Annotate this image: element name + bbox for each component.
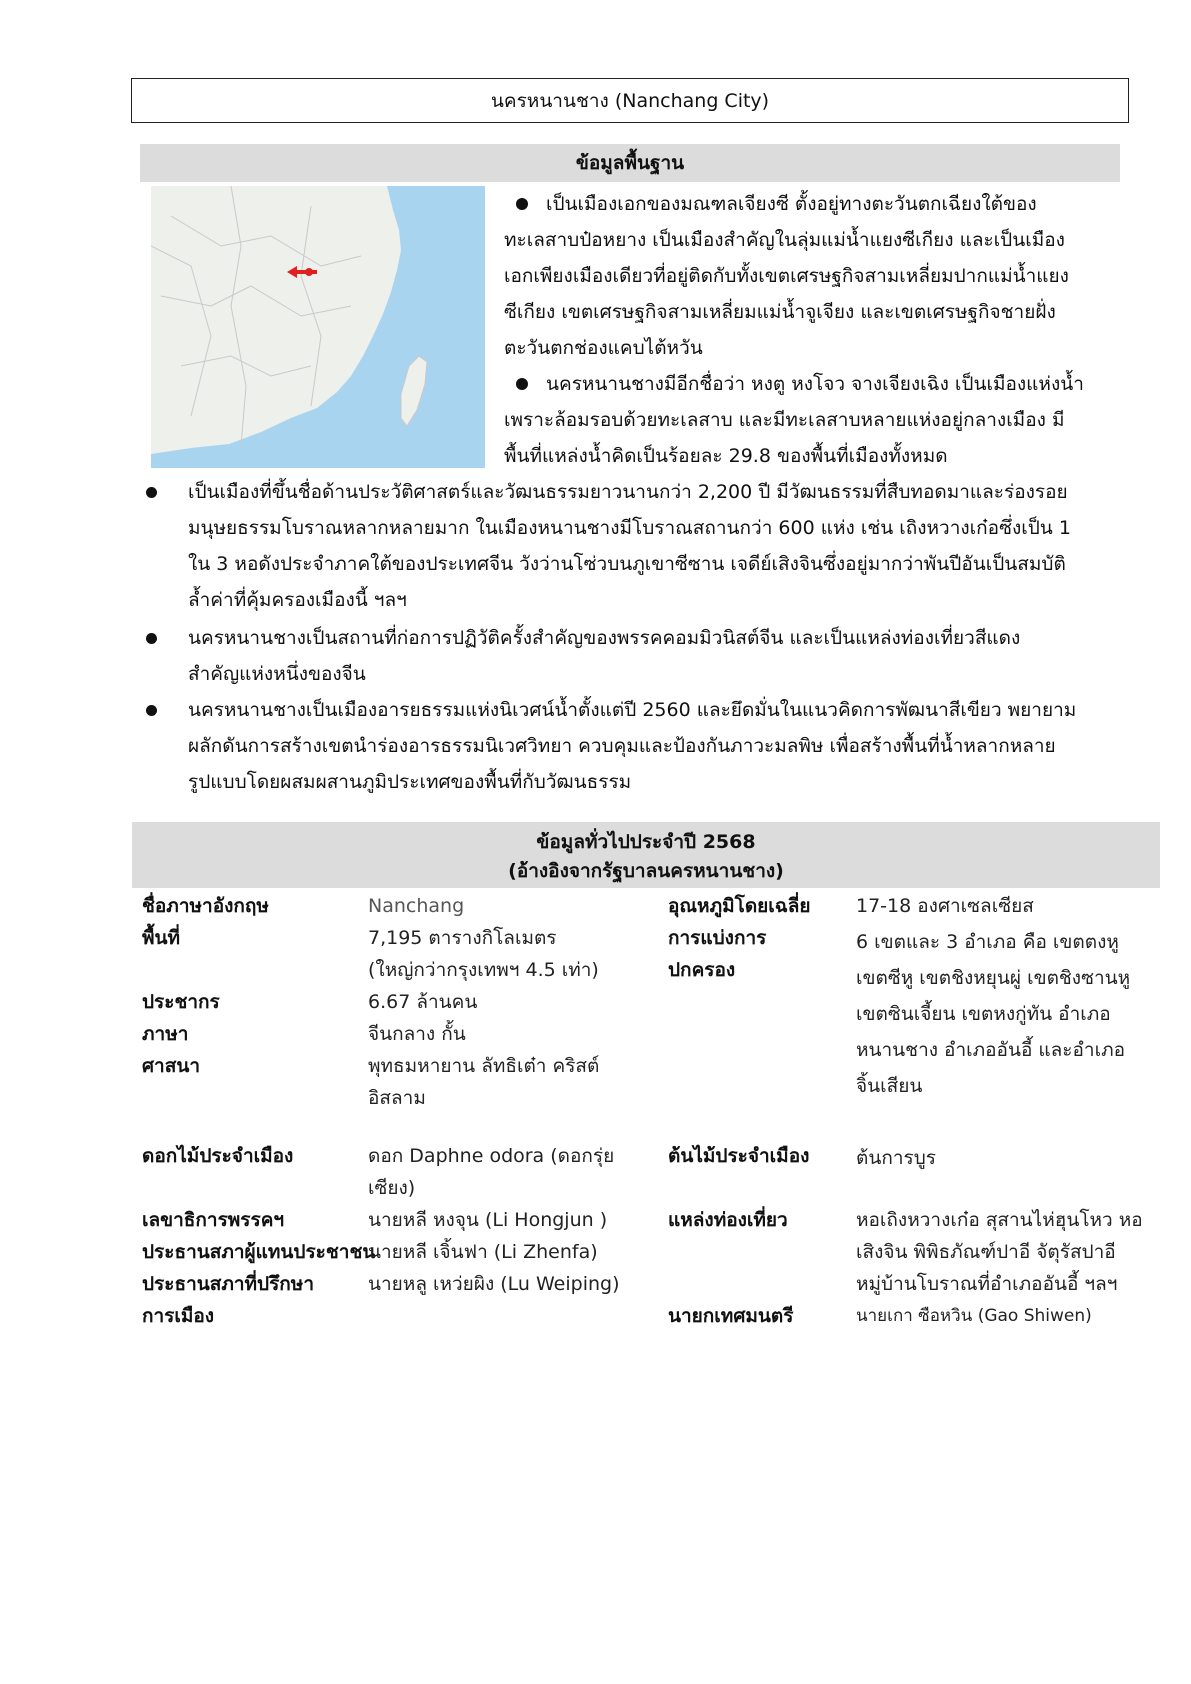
intro-p1-line-3: เอกเพียงเมืองเดียวที่อยู่ติดกับทั้งเขตเศรษฐกิจสามเหลี่ยมปากแม่น้ำแยง [504, 265, 1069, 287]
page-title [131, 78, 1129, 123]
value-attractions-line-1: หอเถิงหวางเก๋อ สุสานไห่ฮุนโหว หอ [856, 1209, 1143, 1231]
bullet-revolution [140, 620, 1115, 692]
label-temperature: อุณหภูมิโดยเฉลี่ย [668, 895, 811, 917]
value-religion-2: อิสลาม [368, 1087, 426, 1109]
intro-p1-line-2: ทะเลสาบป๋อหยาง เป็นเมืองสำคัญในลุ่มแม่น้ำแยงซีเกียง และเป็นเมือง [504, 229, 1065, 251]
page-title-text: นครหนานชาง (Nanchang City) [490, 89, 770, 112]
value-attractions-line-2: เสิงจิน พิพิธภัณฑ์ปาอี จัตุรัสปาอี [856, 1241, 1116, 1263]
bullet-ecology-line-2: ผลักดันการสร้างเขตนำร่องอารธรรมนิเวศวิทยา ควบคุมและป้องกันภาวะมลพิษ เพื่อสร้างพื้นที่น้ำหลากหลาย [188, 735, 1056, 757]
value-mayor: นายเกา ซือหวิน (Gao Shiwen) [856, 1306, 1092, 1326]
section-header-general [132, 822, 1160, 888]
value-temperature: 17-18 องศาเซลเซียส [856, 895, 1034, 917]
intro-p1-line-1-text: เป็นเมืองเอกของมณฑลเจียงซี ตั้งอยู่ทางตะวันตกเฉียงใต้ของ [546, 193, 1037, 215]
section-header-basic: ข้อมูลพื้นฐาน [140, 144, 1120, 182]
label-english-name: ชื่อภาษาอังกฤษ [142, 895, 269, 917]
general-header-line-1: ข้อมูลทั่วไปประจำปี 2568 [536, 831, 756, 853]
value-city-flower-1: ดอก Daphne odora (ดอกรุ่ย [368, 1145, 615, 1167]
label-admin-1: การแบ่งการ [668, 927, 767, 949]
intro-text-block [504, 186, 1112, 474]
bullet-ecology-line-1: นครหนานชางเป็นเมืองอารยธรรมแห่งนิเวศน์น้ำตั้งแต่ปี 2560 และยึดมั่นในแนวคิดการพัฒนาสีเขียว พยายาม [188, 699, 1077, 721]
value-admin-line-4: หนานชาง อำเภออันอี้ และอำเภอ [856, 1039, 1126, 1061]
bullet-ecology-line-3: รูปแบบโดยผสมผสานภูมิประเทศของพื้นที่กับวัฒนธรรม [188, 771, 632, 793]
value-cppcc-chair: นายหลู เหว่ยผิง (Lu Weiping) [368, 1273, 620, 1295]
general-header-line-2: (อ้างอิงจากรัฐบาลนครหนานชาง) [508, 860, 784, 882]
value-admin-line-5: จิ้นเสียน [856, 1075, 923, 1097]
bullet-revolution-line-2: สำคัญแห่งหนึ่งของจีน [188, 663, 366, 685]
value-attractions [856, 1204, 1143, 1300]
intro-p2-line-3: พื้นที่แหล่งน้ำคิดเป็นร้อยละ 29.8 ของพื้นที่เมืองทั้งหมด [504, 445, 948, 467]
value-admin-line-2: เขตซีหู เขตชิงหยุนผู่ เขตชิงซานหู [856, 967, 1131, 989]
china-map-image [151, 186, 485, 468]
value-area-2: (ใหญ่กว่ากรุงเทพฯ 4.5 เท่า) [368, 959, 599, 981]
value-city-flower-2: เซียง) [368, 1177, 416, 1199]
value-city-tree: ต้นการบูร [856, 1147, 936, 1169]
value-population: 6.67 ล้านคน [368, 991, 478, 1013]
value-area-1: 7,195 ตารางกิโลเมตร [368, 927, 557, 949]
label-religion: ศาสนา [142, 1055, 200, 1077]
value-religion-1: พุทธมหายาน ลัทธิเต๋า คริสต์ [368, 1055, 600, 1077]
label-population: ประชากร [142, 991, 220, 1013]
bullet-history-line-2: มนุษยธรรมโบราณหลากหลายมาก ในเมืองหนานชางมีโบราณสถานกว่า 600 แห่ง เช่น เถิงหวางเก๋อซึ่งเป็น 1 [188, 517, 1071, 539]
label-city-tree: ต้นไม้ประจำเมือง [668, 1145, 810, 1167]
bullet-history-line-4: ล้ำค่าที่คุ้มครองเมืองนี้ ฯลฯ [188, 589, 407, 611]
value-npc-chair: นายหลี เจิ้นฟา (Li Zhenfa) [368, 1241, 598, 1263]
label-npc-chair: ประธานสภาผู้แทนประชาชน [142, 1241, 376, 1263]
bullet-icon [516, 378, 528, 390]
value-admin [856, 924, 1130, 1104]
bullet-icon [146, 487, 157, 498]
intro-p2-line-2: เพราะล้อมรอบด้วยทะเลสาบ และมีทะเลสาบหลายแห่งอยู่กลางเมือง มี [504, 409, 1065, 431]
label-attractions: แหล่งท่องเที่ยว [668, 1209, 788, 1231]
label-cppcc-chair-1: ประธานสภาที่ปรึกษา [142, 1273, 315, 1295]
label-party-secretary: เลขาธิการพรรคฯ [142, 1209, 285, 1231]
value-attractions-line-3: หมู่บ้านโบราณที่อำเภออันอี้ ฯลฯ [856, 1273, 1118, 1295]
label-area: พื้นที่ [142, 927, 181, 949]
bullet-revolution-line-1: นครหนานชางเป็นสถานที่ก่อการปฏิวัติครั้งสำคัญของพรรคคอมมิวนิสต์จีน และเป็นแหล่งท่องเที่ยวสีแดง [188, 627, 1021, 649]
label-cppcc-chair-2: การเมือง [142, 1305, 215, 1327]
bullet-icon [146, 633, 157, 644]
intro-p2-line-1-text: นครหนานชางมีอีกชื่อว่า หงตู หงโจว จางเจียงเฉิง เป็นเมืองแห่งน้ำ [546, 373, 1084, 395]
map-graphic [151, 186, 485, 468]
value-admin-line-3: เขตซินเจี้ยน เขตหงกู่ทัน อำเภอ [856, 1003, 1111, 1025]
label-city-flower: ดอกไม้ประจำเมือง [142, 1145, 294, 1167]
bullet-icon [146, 705, 157, 716]
intro-p1-line-4: ซีเกียง เขตเศรษฐกิจสามเหลี่ยมแม่น้ำจูเจียง และเขตเศรษฐกิจชายฝั่ง [504, 301, 1056, 323]
intro-p1-line-1 [504, 186, 1112, 222]
value-party-secretary: นายหลี หงจุน (Li Hongjun ) [368, 1209, 608, 1231]
value-english-name: Nanchang [368, 895, 465, 917]
label-language: ภาษา [142, 1023, 189, 1045]
bullet-icon [516, 198, 528, 210]
bullet-history [140, 474, 1115, 618]
label-admin-2: ปกครอง [668, 959, 736, 981]
value-admin-line-1: 6 เขตและ 3 อำเภอ คือ เขตตงหู [856, 931, 1119, 953]
intro-p2-line-1 [504, 366, 1112, 402]
label-mayor: นายกเทศมนตรี [668, 1305, 794, 1327]
value-language: จีนกลาง กั้น [368, 1023, 466, 1045]
bullet-history-line-3: ใน 3 หอดังประจำภาคใต้ของประเทศจีน วังว่านโซ่วบนภูเขาซีซาน เจดีย์เสิงจินซึ่งอยู่มากว่าพันปีอันเป็นสมบัติ [188, 553, 1066, 575]
bullet-history-line-1: เป็นเมืองที่ขึ้นชื่อด้านประวัติศาสตร์และวัฒนธรรมยาวนานกว่า 2,200 ปี มีวัฒนธรรมที่สืบทอดมาและร่องรอย [188, 481, 1068, 503]
bullet-ecology [140, 692, 1115, 800]
intro-p1-line-5: ตะวันตกช่องแคบไต้หวัน [504, 337, 703, 359]
